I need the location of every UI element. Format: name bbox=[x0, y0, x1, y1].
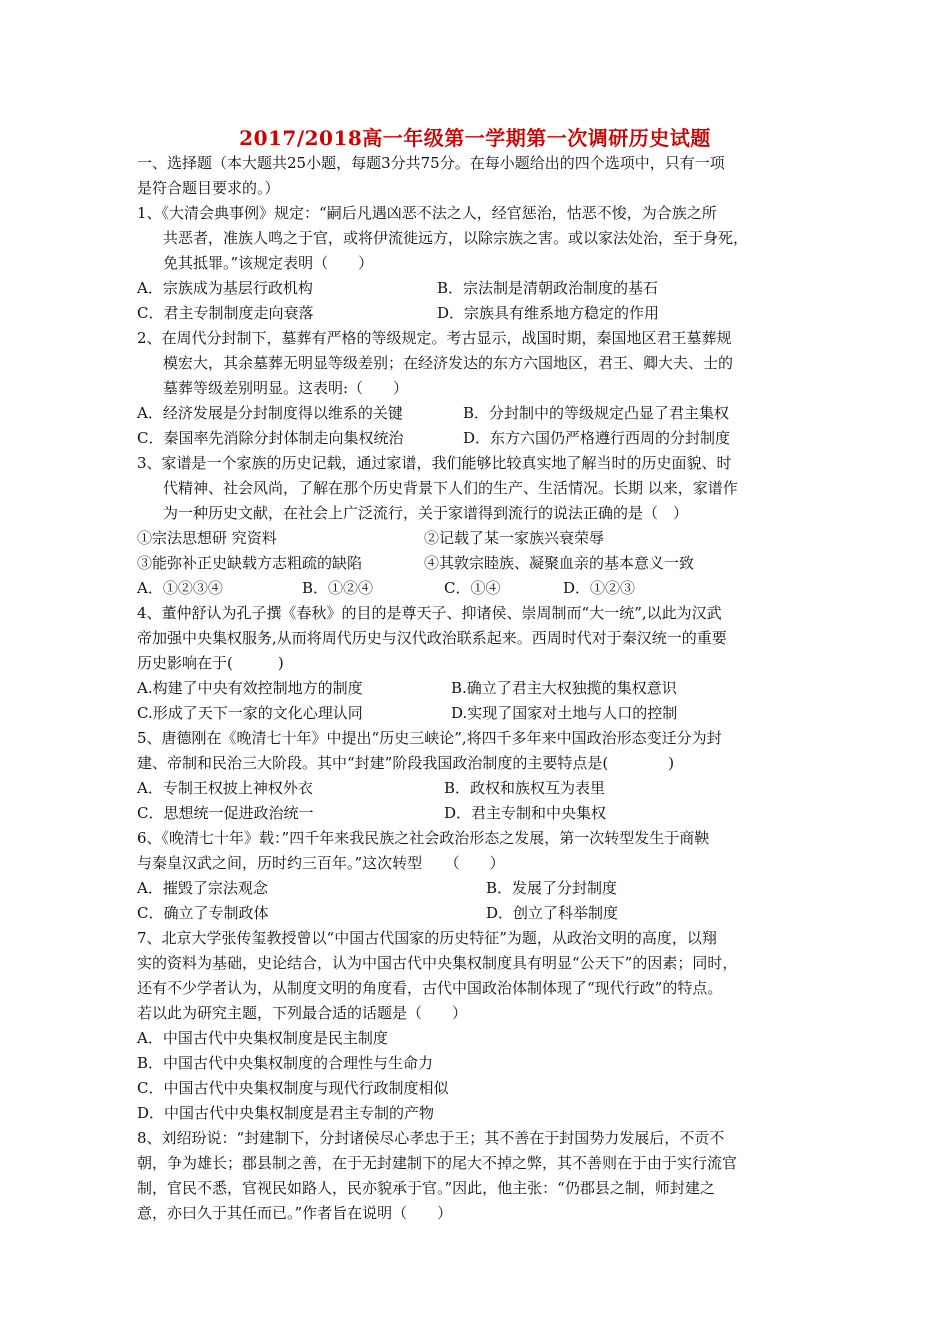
question-2-stem-cont: 模宏大，其余墓葬无明显等级差别；在经济发达的东方六国地区，君王、卿大夫、士的 bbox=[163, 354, 734, 372]
question-1-option-d: D．宗族具有维系地方稳定的作用 bbox=[437, 304, 660, 322]
question-1-option-a: A．宗族成为基层行政机构 bbox=[137, 279, 313, 297]
question-4-option-a: A.构建了中央有效控制地方的制度 bbox=[137, 679, 363, 697]
question-6-option-c: C．确立了专制政体 bbox=[137, 904, 269, 922]
question-3-stem-cont: 为一种历史文献，在社会上广泛流行，关于家谱得到流行的说法正确的是（ ） bbox=[163, 504, 689, 522]
question-2-option-c: C．秦国率先消除分封体制走向集权统治 bbox=[137, 429, 404, 447]
question-3-option-a: A．①②③④ bbox=[137, 579, 223, 597]
question-7-stem-cont: 实的资料为基础，史论结合，认为中国古代中央集权制度具有明显“公天下”的因素；同时， bbox=[137, 954, 738, 972]
question-5-option-c: C．思想统一促进政治统一 bbox=[137, 804, 314, 822]
question-5-option-b: B．政权和族权互为表里 bbox=[444, 779, 606, 797]
question-1-stem: 1、《大清会典事例》规定：“嗣后凡遇凶恶不法之人，经官惩治，怙恶不悛，为合族之所 bbox=[137, 204, 717, 222]
question-3-statement-3: ③能弥补正史缺载方志粗疏的缺陷 bbox=[137, 554, 363, 572]
question-4-option-b: B.确立了君主大权独揽的集权意识 bbox=[451, 679, 677, 697]
exam-title: 2017/2018高一年级第一学期第一次调研历史试题 bbox=[239, 126, 711, 150]
question-5-option-a: A．专制王权披上神权外衣 bbox=[137, 779, 313, 797]
question-6-stem-cont: 与秦皇汉武之间，历时约三百年。”这次转型 （ ） bbox=[137, 854, 505, 872]
question-8-stem-cont: 意，亦曰久于其任而已。”作者旨在说明（ ） bbox=[137, 1204, 453, 1222]
question-2-stem-cont: 墓葬等级差别明显。这表明:（ ） bbox=[163, 379, 409, 397]
question-1-stem-cont: 共恶者，准族人鸣之于官，或将伊流徙远方，以除宗族之害。或以家法处治，至于身死， bbox=[163, 229, 749, 247]
question-7-stem-cont: 若以此为研究主题，下列最合适的话题是（ ） bbox=[137, 1004, 468, 1022]
question-5-stem-cont: 建、帝制和民治三大阶段。其中“封建”阶段我国政治制度的主要特点是( ) bbox=[137, 754, 675, 772]
section-instructions-cont: 是符合题目要求的。） bbox=[137, 179, 280, 197]
question-8-stem: 8、刘绍玢说：“封建制下，分封诸侯尽心孝忠于王；其不善在于封国势力发展后，不贡不 bbox=[137, 1129, 725, 1147]
question-4-stem: 4、董仲舒认为孔子撰《春秋》的目的是尊天子、抑诸侯、崇周制而“大一统”,以此为汉武 bbox=[137, 604, 722, 622]
question-6-option-b: B．发展了分封制度 bbox=[486, 879, 618, 897]
question-7-option-c: C．中国古代中央集权制度与现代行政制度相似 bbox=[137, 1079, 449, 1097]
question-7-option-d: D．中国古代中央集权制度是君主专制的产物 bbox=[137, 1104, 435, 1122]
question-4-option-d: D.实现了国家对土地与人口的控制 bbox=[451, 704, 678, 722]
question-3-stem-cont: 代精神、社会风尚，了解在那个历史背景下人们的生产、生活情况。长期 以来，家谱作 bbox=[163, 479, 738, 497]
question-8-stem-cont: 制，官民不悉，官视民如路人，民亦貌承于官。”因此，他主张：“仍郡县之制，师封建之 bbox=[137, 1179, 715, 1197]
question-6-stem: 6、《晚清七十年》载：”四千年来我民族之社会政治形态之发展，第一次转型发生于商鞅 bbox=[137, 829, 710, 847]
question-4-stem-cont: 帝加强中央集权服务,从而将周代历史与汉代政治联系起来。西周时代对于秦汉统一的重要 bbox=[137, 629, 727, 647]
question-3-statement-4: ④其敦宗睦族、凝聚血亲的基本意义一致 bbox=[424, 554, 695, 572]
question-6-option-a: A．摧毁了宗法观念 bbox=[137, 879, 268, 897]
question-3-stem: 3、家谱是一个家族的历史记载，通过家谱，我们能够比较真实地了解当时的历史面貌、时 bbox=[137, 454, 732, 472]
question-2-option-d: D．东方六国仍严格遵行西周的分封制度 bbox=[463, 429, 731, 447]
question-3-statement-2: ②记载了某一家族兴衰荣辱 bbox=[424, 529, 605, 547]
question-3-option-b: B．①②④ bbox=[302, 579, 374, 597]
question-5-stem: 5、唐德刚在《晚清七十年》中提出“历史三峡论”,将四千多年来中国政治形态变迁分为封 bbox=[137, 729, 722, 747]
question-1-option-c: C．君主专制制度走向衰落 bbox=[137, 304, 314, 322]
question-4-stem-cont: 历史影响在于( ) bbox=[137, 654, 284, 672]
question-7-stem: 7、北京大学张传玺教授曾以“中国古代国家的历史特征”为题，从政治文明的高度，以翔 bbox=[137, 929, 717, 947]
question-2-stem: 2、在周代分封制下，墓葬有严格的等级规定。考古显示，战国时期，秦国地区君王墓葬规 bbox=[137, 329, 732, 347]
question-7-option-b: B．中国古代中央集权制度的合理性与生命力 bbox=[137, 1054, 434, 1072]
section-instructions: 一、选择题（本大题共25小题，每题3分共75分。在每小题给出的四个选项中，只有一项 bbox=[137, 154, 725, 172]
question-5-option-d: D．君主专制和中央集权 bbox=[444, 804, 607, 822]
question-7-stem-cont: 还有不少学者认为，从制度文明的角度看，古代中国政治体制体现了“现代行政”的特点。 bbox=[137, 979, 723, 997]
question-4-option-c: C.形成了天下一家的文化心理认同 bbox=[137, 704, 363, 722]
question-2-option-b: B．分封制中的等级规定凸显了君主集权 bbox=[463, 404, 730, 422]
question-2-option-a: A．经济发展是分封制度得以维系的关键 bbox=[137, 404, 403, 422]
question-7-option-a: A．中国古代中央集权制度是民主制度 bbox=[137, 1029, 388, 1047]
question-1-option-b: B．宗法制是清朝政治制度的基石 bbox=[437, 279, 659, 297]
question-3-option-d: D．①②③ bbox=[563, 579, 636, 597]
question-3-option-c: C．①④ bbox=[444, 579, 501, 597]
question-6-option-d: D．创立了科举制度 bbox=[486, 904, 619, 922]
question-1-stem-cont: 免其抵罪。”该规定表明（ ） bbox=[163, 254, 374, 272]
question-8-stem-cont: 朝，争为雄长；郡县制之善，在于无封建制下的尾大不掉之弊，其不善则在于由于实行流官 bbox=[137, 1154, 738, 1172]
question-3-statement-1: ①宗法思想研 究资料 bbox=[137, 529, 277, 547]
